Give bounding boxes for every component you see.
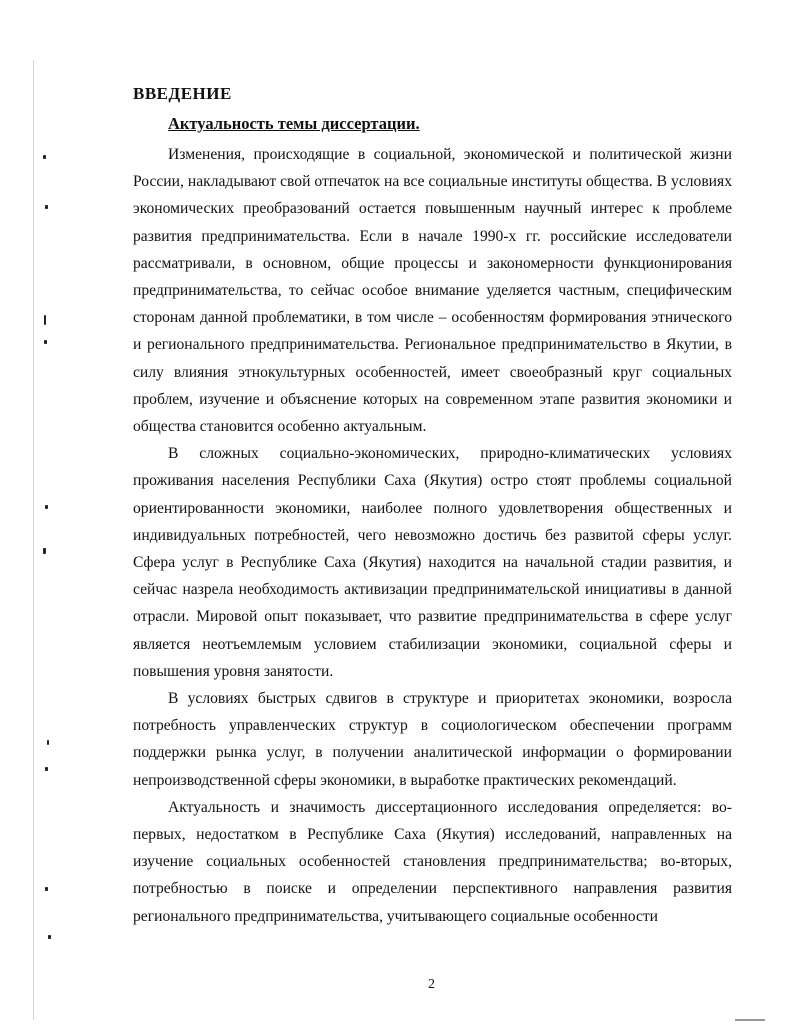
- paragraph: Изменения, происходящие в социальной, экономической и политической жизни России, накладывают свой отпечаток на все социальные институты общества. В условиях экономических преобразований остается повышенным научный интерес к проблеме развития предпринимательства. Если в начале 1990-х гг. российские исследователи рассматривали, в основном, общие процессы и закономерности функционирования предпринимательства, то сейчас особое внимание уделяется частным, специфическим сторонам данной проблематики, в том числе – особенностям формирования этнического и регионального предпринимательства. Региональное предпринимательство в Якутии, в силу влияния этнокультурных особенностей, имеет своеобразный круг социальных проблем, изучение и объяснение которых на современном этапе развития экономики и общества становится особенно актуальным.: [133, 146, 732, 436]
- scan-smudge: [735, 1019, 765, 1021]
- section-subheading: Актуальность темы диссертации.: [168, 114, 420, 133]
- scan-speck: [47, 740, 49, 745]
- scan-speck: [43, 155, 46, 159]
- scan-margin-line: [33, 60, 34, 1020]
- scan-speck: [45, 887, 48, 891]
- scan-speck: [45, 767, 48, 771]
- scan-speck: [45, 505, 48, 509]
- paragraph: Актуальность и значимость диссертационного исследования определяется: во-первых, недостатком в Республике Саха (Якутия) исследований, направленных на изучение социальных особенностей становления предпринимательства; во-вторых, потребностью в поиске и определении перспективного направления развития регионального предпринимательства, учитывающего социальные особенности: [133, 798, 732, 925]
- scan-speck: [43, 548, 46, 554]
- chapter-heading: ВВЕДЕНИЕ: [133, 84, 232, 103]
- scan-speck: [44, 340, 47, 344]
- scan-speck: [48, 935, 51, 939]
- body-text: [133, 141, 732, 930]
- paragraph: В сложных социально-экономических, природно-климатических условиях проживания населения Республики Саха (Якутия) остро стоят проблемы социальной ориентированности экономики, наиболее полного удовлетворения общественных и индивидуальных потребностей, чего невозможно достичь без развитой сферы услуг. Сфера услуг в Республике Саха (Якутия) находится на начальной стадии развития, и сейчас назрела необходимость активизации предпринимательской инициативы в данной отрасли. Мировой опыт показывает, что развитие предпринимательства в сфере услуг является неотъемлемым условием стабилизации экономики, социальной сферы и повышения уровня занятости.: [133, 445, 732, 680]
- page-number: 2: [428, 977, 435, 992]
- paragraph: В условиях быстрых сдвигов в структуре и приоритетах экономики, возросла потребность управленческих структур в социологическом обеспечении программ поддержки рынка услуг, в получении аналитической информации о формировании непроизводственной сферы экономики, в выработке практических рекомендаций.: [133, 690, 732, 789]
- scan-speck: [44, 315, 46, 325]
- scan-speck: [45, 205, 48, 209]
